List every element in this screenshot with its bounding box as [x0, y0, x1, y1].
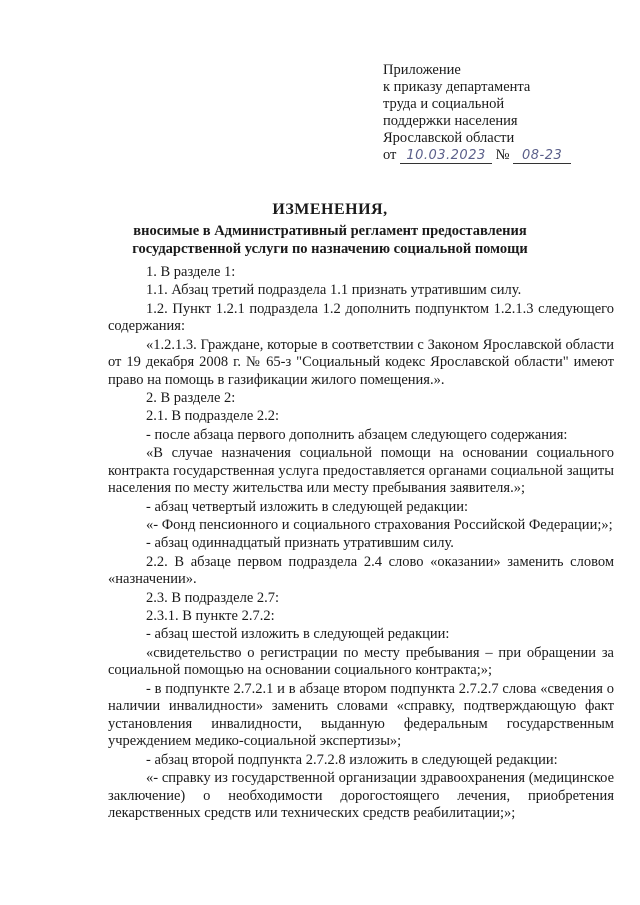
appendix-line: поддержки населения	[383, 113, 518, 129]
appendix-line: труда и социальной	[383, 96, 505, 112]
paragraph: 1.1. Абзац третий подраздела 1.1 признать утратившим силу.	[146, 282, 522, 299]
order-number: 08-23	[513, 148, 571, 164]
paragraph: 2.1. В подразделе 2.2:	[146, 408, 280, 425]
paragraph: 2. В разделе 2:	[146, 390, 236, 407]
paragraph: «1.2.1.3. Граждане, которые в соответствии с Законом Ярославской области от 19 декабря 2008 г. № 65-з "Социальный кодекс Ярославской области" имеют право на помощь в газификации жилого помещения.».	[108, 336, 614, 388]
paragraph: - абзац второй подпункта 2.7.2.8 изложить в следующей редакции:	[146, 751, 558, 768]
title-subtitle-line: вносимые в Административный регламент предоставления	[133, 223, 527, 239]
paragraph: «свидетельство о регистрации по месту пребывания – при обращении за социальной помощью на основании социального контракта;»;	[108, 644, 614, 679]
title-main: ИЗМЕНЕНИЯ,	[272, 201, 388, 218]
paragraph: - в подпункте 2.7.2.1 и в абзаце втором подпункта 2.7.2.7 слова «сведения о наличии инвалидности» заменить словами «справку, подтверждающую факт установления инвалидности, выданную федеральным государственным учреждением медико-социальной экспертизы»;	[108, 680, 614, 750]
number-label: №	[495, 147, 510, 163]
paragraph: 1.2. Пункт 1.2.1 подраздела 1.2 дополнить подпунктом 1.2.1.3 следующего содержания:	[108, 300, 614, 335]
document-title	[110, 200, 550, 258]
paragraph: «- справку из государственной организации здравоохранения (медицинское заключение) о необходимости дорогостоящего лечения, приобретения лекарственных средств или технических средств реабилитации;»;	[108, 770, 614, 822]
paragraph: «В случае назначения социальной помощи на основании социального контракта государственная услуга предоставляется органами социальной защиты населения по месту жительства или месту пребывания заявителя.»;	[108, 445, 614, 497]
paragraph: - абзац одиннадцатый признать утратившим силу.	[146, 535, 454, 552]
appendix-line: Ярославской области	[383, 130, 515, 146]
appendix-header	[383, 62, 613, 164]
appendix-line: Приложение	[383, 62, 461, 78]
paragraph: - после абзаца первого дополнить абзацем следующего содержания:	[146, 426, 568, 443]
paragraph: 2.3.1. В пункте 2.7.2:	[146, 608, 275, 625]
appendix-line: к приказу департамента	[383, 79, 531, 95]
paragraph: 1. В разделе 1:	[146, 264, 236, 280]
paragraph: - абзац шестой изложить в следующей редакции:	[146, 626, 450, 643]
document-body	[108, 264, 614, 823]
order-reference	[383, 147, 613, 164]
order-date: 10.03.2023	[400, 148, 492, 164]
from-label: от	[383, 147, 397, 163]
title-subtitle-line: государственной услуги по назначению социальной помощи	[132, 240, 528, 257]
paragraph: «- Фонд пенсионного и социального страхования Российской Федерации;»;	[146, 517, 613, 534]
paragraph: - абзац четвертый изложить в следующей редакции:	[146, 498, 469, 515]
paragraph: 2.3. В подразделе 2.7:	[146, 589, 280, 606]
paragraph: 2.2. В абзаце первом подраздела 2.4 слово «оказании» заменить словом «назначении».	[108, 553, 614, 588]
